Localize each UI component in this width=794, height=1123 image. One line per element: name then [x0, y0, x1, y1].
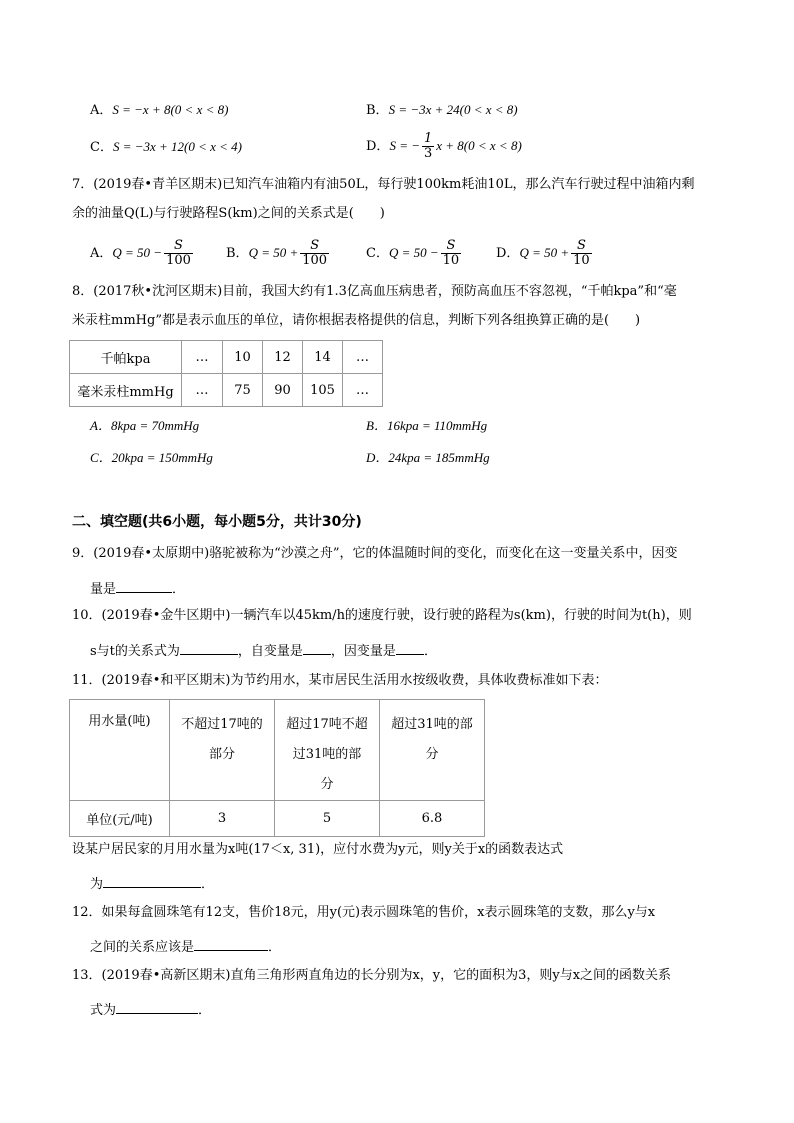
- answer-blank[interactable]: [103, 873, 201, 888]
- q6-option-c: [90, 138, 242, 157]
- q10-stem-line1: 10．(2019春•金牛区期中)一辆汽车以45km/h的速度行驶，设行驶的路程为s(km)，行驶的时间为t(h)，则: [72, 608, 692, 623]
- stem-text: ，自变量是: [237, 644, 303, 659]
- q8-stem-line2: 米汞柱mmHg”都是表示血压的单位，请你根据表格提供的信息，判断下列各组换算正确的是( ): [72, 313, 641, 328]
- table-cell: …: [343, 341, 383, 374]
- table-cell: 105: [303, 374, 343, 407]
- table-row: [70, 374, 383, 407]
- q8-option-b: B．16kpa = 110mmHg: [366, 418, 488, 433]
- table-cell: 3: [170, 801, 275, 837]
- q7-option-a: [90, 238, 195, 269]
- table-cell: …: [182, 341, 223, 374]
- table-cell: [170, 700, 275, 801]
- stem-text: ．: [268, 940, 282, 955]
- table-cell: 用水量(吨): [70, 700, 170, 801]
- fraction: [441, 239, 462, 268]
- answer-blank[interactable]: [303, 640, 331, 655]
- q7-option-c: [366, 238, 463, 269]
- cell-line: 超过17吨不超: [286, 717, 368, 732]
- option-label: B．: [366, 103, 389, 118]
- q11-stem-line1: 11．(2019春•和平区期末)为节约用水，某市居民生活用水按级收费，具体收费标准如下表：: [72, 673, 608, 688]
- table-row: [70, 801, 485, 837]
- cell-line: 过31吨的部: [292, 747, 362, 762]
- fraction: [164, 239, 193, 268]
- option-label: A．: [90, 103, 113, 118]
- table-cell: 10: [223, 341, 263, 374]
- q13-stem-line2: [90, 999, 211, 1020]
- q11-stem-line3: [90, 873, 214, 894]
- stem-text: ．: [423, 644, 437, 659]
- q9-stem-line1: 9．(2019春•太原期中)骆驼被称为“沙漠之舟”，它的体温随时间的变化，而变化在这一变量关系中，因变: [72, 546, 678, 561]
- stem-text: ，因变量是: [330, 644, 396, 659]
- table-cell: 14: [303, 341, 343, 374]
- stem-text: 之间的关系应该是: [90, 940, 195, 955]
- q7-stem-line1: 7．(2019春•青羊区期末)已知汽车油箱内有油50L，每行驶100km耗油10L，那么汽车行驶过程中油箱内剩: [72, 177, 695, 192]
- fraction-den: 10: [442, 253, 460, 268]
- answer-blank[interactable]: [194, 936, 268, 951]
- q6-option-a: [90, 101, 228, 120]
- table-cell: [275, 700, 380, 801]
- stem-text: 式为: [90, 1003, 117, 1018]
- fraction-num: S: [571, 239, 592, 254]
- option-expr: Q = 50 −: [388, 245, 439, 260]
- answer-blank[interactable]: [116, 999, 198, 1014]
- stem-text: ．: [172, 582, 186, 597]
- table-cell: 75: [223, 374, 263, 407]
- answer-blank[interactable]: [116, 578, 172, 593]
- fraction: [300, 239, 329, 268]
- option-label: B．: [226, 246, 249, 261]
- table-row: [70, 700, 485, 801]
- q11-stem-line2: 设某户居民家的月用水量为x吨(17＜x, 31)，应付水费为y元，则y关于x的函数表达式: [72, 842, 564, 857]
- option-label: D．: [366, 139, 390, 154]
- q8-table: [69, 340, 383, 407]
- fraction-num: S: [164, 239, 193, 254]
- table-cell: 90: [263, 374, 303, 407]
- q7-option-b: [226, 238, 331, 269]
- section-title: 二、填空题(共6小题，每小题5分，共计30分): [72, 514, 362, 530]
- cell-line: 分: [320, 777, 334, 792]
- answer-blank[interactable]: [396, 640, 424, 655]
- option-expr: x + 8(0 < x < 8): [436, 138, 522, 153]
- table-cell: 12: [263, 341, 303, 374]
- cell-line: 分: [425, 747, 439, 762]
- option-expr: S = −3x + 12(0 < x < 4): [112, 139, 243, 154]
- q7-stem-line2: 余的油量Q(L)与行驶路程S(km)之间的关系式是( ): [72, 206, 385, 221]
- fraction: [422, 132, 434, 161]
- table-cell: 6.8: [380, 801, 485, 837]
- option-expr: Q = 50 +: [519, 245, 570, 260]
- fraction-den: 100: [166, 253, 191, 268]
- stem-text: ．: [198, 1003, 212, 1018]
- q8-option-c: C．20kpa = 150mmHg: [90, 450, 213, 465]
- q10-stem-line2: [90, 640, 437, 661]
- cell-line: 部分: [208, 747, 235, 762]
- option-label: D．: [496, 246, 520, 261]
- stem-text: 为: [90, 877, 104, 892]
- fraction-num: S: [300, 239, 329, 254]
- table-cell: 千帕kpa: [70, 341, 182, 374]
- fraction-den: 10: [573, 253, 590, 268]
- fraction: [571, 239, 592, 268]
- option-label: A．: [90, 246, 113, 261]
- q12-stem-line1: 12．如果每盒圆珠笔有12支，售价18元，用y(元)表示圆珠笔的售价，x表示圆珠笔的支数，那么y与x: [72, 905, 656, 920]
- q8-option-a: A．8kpa = 70mmHg: [90, 418, 200, 433]
- q13-stem-line1: 13．(2019春•高新区期末)直角三角形两直角边的长分别为x，y，它的面积为3，则y与x之间的函数关系: [72, 968, 672, 983]
- option-expr: S = −x + 8(0 < x < 8): [112, 102, 229, 117]
- table-cell: 5: [275, 801, 380, 837]
- option-expr: Q = 50 −: [112, 245, 163, 260]
- option-label: C．: [90, 140, 113, 155]
- fraction-den: 100: [302, 253, 328, 268]
- table-cell: …: [182, 374, 223, 407]
- table-cell: 毫米汞柱mmHg: [70, 374, 182, 407]
- stem-text: ．: [201, 877, 215, 892]
- q11-table: [69, 699, 485, 837]
- option-expr: S = −3x + 24(0 < x < 8): [388, 102, 518, 117]
- q9-stem-line2: [90, 578, 185, 599]
- q12-stem-line2: [90, 936, 281, 957]
- option-expr: Q = 50 +: [248, 245, 299, 260]
- cell-line: 超过31吨的部: [391, 717, 473, 732]
- q7-option-d: [496, 238, 594, 269]
- table-row: [70, 341, 383, 374]
- table-cell: 单位(元/吨): [70, 801, 170, 837]
- option-expr: S = −: [389, 138, 420, 153]
- stem-text: s与t的关系式为: [90, 644, 180, 659]
- cell-line: 不超过17吨的: [181, 717, 263, 732]
- q8-option-d: D．24kpa = 185mmHg: [366, 450, 490, 465]
- answer-blank[interactable]: [180, 640, 238, 655]
- table-cell: [380, 700, 485, 801]
- fraction-num: 1: [423, 131, 433, 146]
- table-cell: …: [343, 374, 383, 407]
- fraction-den: 3: [423, 146, 433, 161]
- q6-option-d: [366, 131, 522, 162]
- q8-stem-line1: 8．(2017秋•沈河区期末)目前，我国大约有1.3亿高血压病患者，预防高血压不容忽视，“千帕kpa”和“毫: [72, 284, 677, 299]
- fraction-num: S: [441, 239, 462, 254]
- q6-option-b: [366, 101, 518, 120]
- option-label: C．: [366, 246, 389, 261]
- stem-text: 量是: [90, 582, 117, 597]
